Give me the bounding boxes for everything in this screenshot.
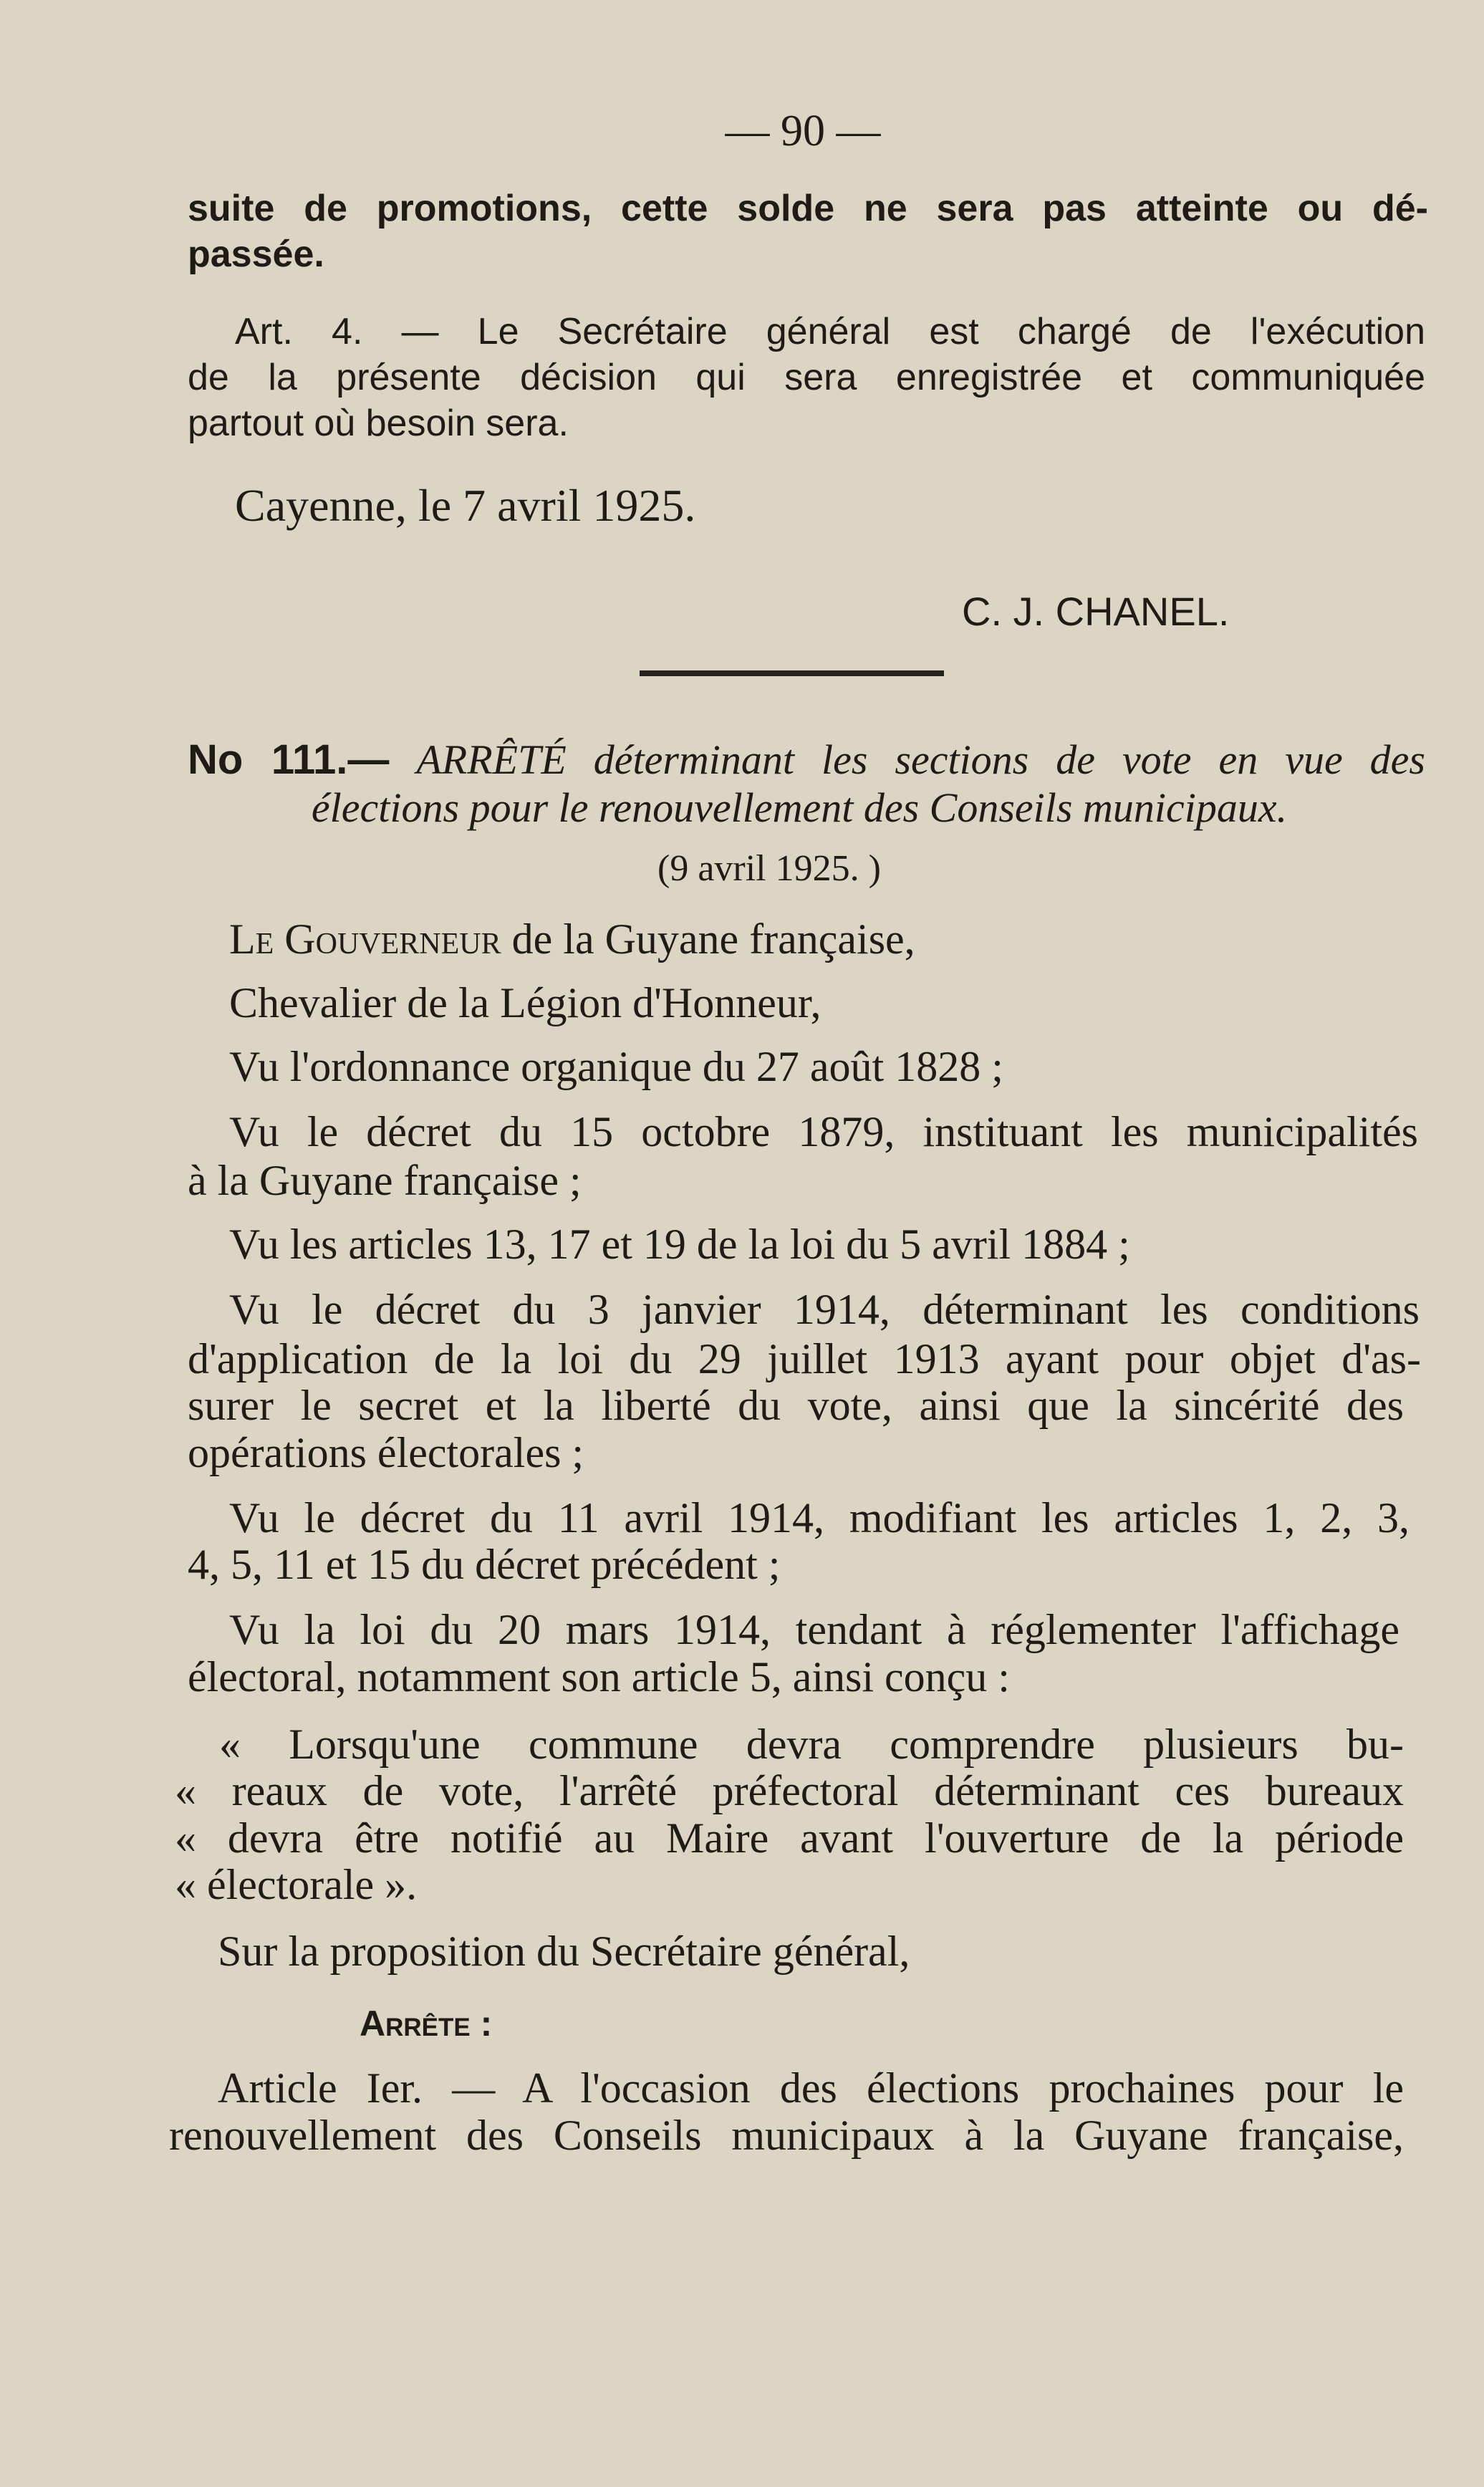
article-1-line-2: renouvellement des Conseils municipaux à la Guyane française, [169,2112,1404,2159]
quote-line-1: « Lorsqu'une commune devra comprendre plusieurs bu- [219,1721,1404,1768]
decree-title-line-2: élections pour le renouvellement des Conseils municipaux. [311,784,1288,831]
quote-line-4: « électorale ». [175,1861,418,1908]
gouverneur-rest: de la Guyane française, [501,915,915,963]
article-1-line-1: Article Ier. — A l'occasion des élections prochaines pour le [218,2064,1404,2112]
vu-5-line-2: 4, 5, 11 et 15 du décret précédent ; [188,1541,781,1588]
vu-2-line-2: à la Guyane française ; [188,1157,582,1204]
section-divider [640,670,944,676]
vu-6-line-2: électoral, notamment son article 5, ainsi conçu : [188,1653,1010,1701]
decree-heading [188,735,1425,785]
vu-4-line-4: opérations électorales ; [188,1429,584,1476]
vu-1: Vu l'ordonnance organique du 27 août 1828 ; [229,1043,1003,1090]
quote-line-3: « devra être notifié au Maire avant l'ouverture de la période [175,1814,1404,1862]
gouverneur-title: Le Gouverneur [229,915,501,963]
article-4-line-2: de la présente décision qui sera enregistrée et communiquée [188,357,1425,398]
vu-4-line-3: surer le secret et la liberté du vote, ainsi que la sincérité des [188,1382,1404,1429]
proposition-line: Sur la proposition du Secrétaire général, [218,1928,910,1975]
vu-3: Vu les articles 13, 17 et 19 de la loi du 5 avril 1884 ; [229,1221,1130,1268]
vu-5-line-1: Vu le décret du 11 avril 1914, modifiant les articles 1, 2, 3, [229,1494,1410,1541]
arrete-heading: Arrête : [360,2003,493,2044]
vu-6-line-1: Vu la loi du 20 mars 1914, tendant à réglementer l'affichage [229,1606,1399,1653]
page-number: — 90 — [725,107,881,155]
chevalier-line: Chevalier de la Légion d'Honneur, [229,979,822,1026]
vu-4-line-1: Vu le décret du 3 janvier 1914, déterminant les conditions [229,1286,1420,1333]
decree-number: No 111.— [188,736,390,783]
prev-text-line-1: suite de promotions, cette solde ne sera pas atteinte ou dé- [188,188,1428,229]
decree-date: (9 avril 1925. ) [657,848,881,889]
article-4-line-3: partout où besoin sera. [188,403,569,444]
place-date: Cayenne, le 7 avril 1925. [235,480,696,531]
signature: C. J. CHANEL. [962,589,1230,634]
vu-4-line-2: d'application de la loi du 29 juillet 1913 ayant pour objet d'as- [188,1335,1421,1382]
prev-text-line-2: passée. [188,234,324,275]
quote-line-2: « reaux de vote, l'arrêté préfectoral déterminant ces bureaux [175,1767,1404,1814]
gouverneur-line [229,914,915,964]
decree-title-line-1: ARRÊTÉ déterminant les sections de vote en vue des [416,736,1425,783]
article-4-line-1: Art. 4. — Le Secrétaire général est chargé de l'exécution [235,311,1425,352]
vu-2-line-1: Vu le décret du 15 octobre 1879, instituant les municipalités [229,1108,1418,1155]
